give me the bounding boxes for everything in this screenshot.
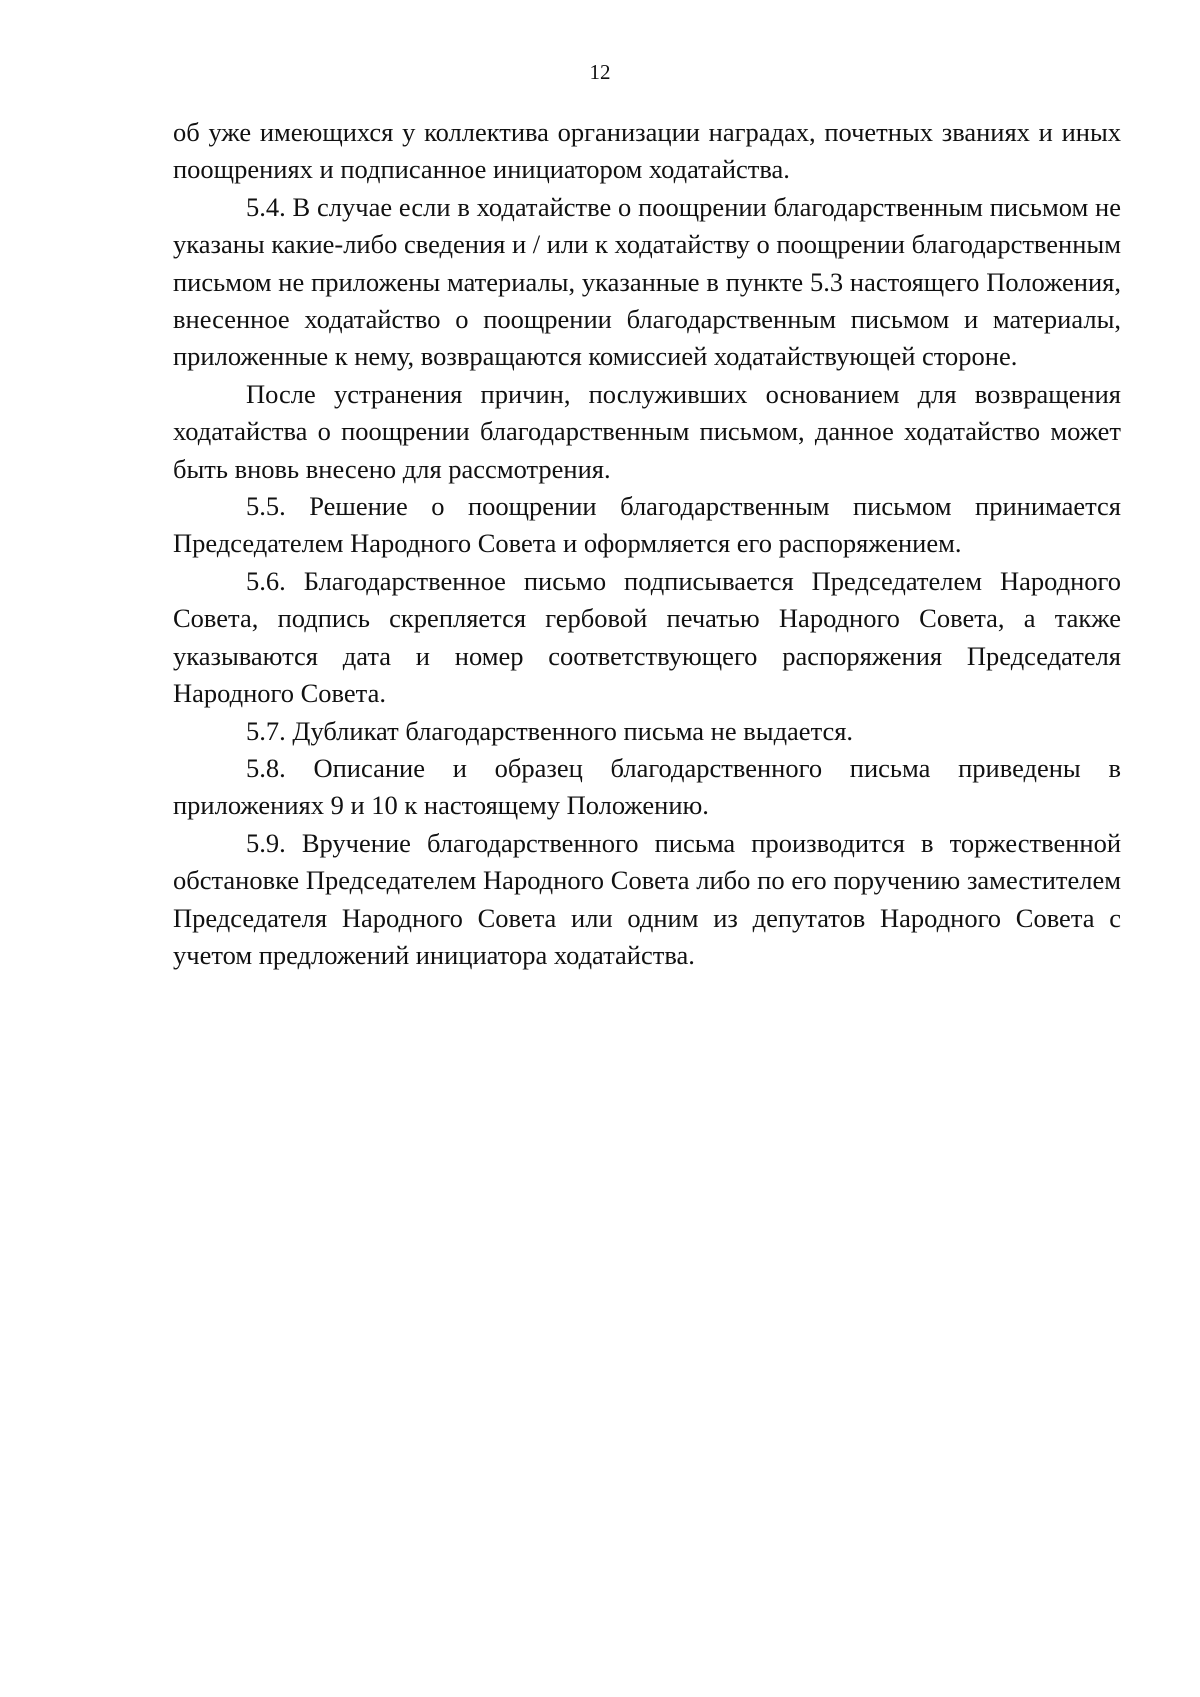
paragraph-5-4: 5.4. В случае если в ходатайстве о поощрении благодарственным письмом не указаны какие-либо сведения и / или к ходатайству о поощрении благодарственным письмом не приложены материалы, указанные в пункте 5.3 настоящего Положения, внесенное ходатайство о поощрении благодарственным письмом и материалы, приложенные к нему, возвращаются комиссией ходатайствующей стороне.	[173, 191, 1121, 372]
paragraph-5-9: 5.9. Вручение благодарственного письма производится в торжественной обстановке Председателем Народного Совета либо по его поручению заместителем Председателя Народного Совета или одним из депутатов Народного Совета с учетом предложений инициатора ходатайства.	[173, 827, 1121, 970]
page-number: 12	[589, 60, 611, 84]
paragraph-after-removal: После устранения причин, послуживших основанием для возвращения ходатайства о поощрении благодарственным письмом, данное ходатайство может быть вновь внесено для рассмотрения.	[173, 378, 1121, 484]
paragraph-5-8: 5.8. Описание и образец благодарственного письма приведены в приложениях 9 и 10 к настоящему Положению.	[173, 752, 1121, 821]
paragraph-continuation: об уже имеющихся у коллектива организации наградах, почетных званиях и иных поощрениях и подписанное инициатором ходатайства.	[173, 117, 1121, 185]
paragraph-5-6: 5.6. Благодарственное письмо подписывается Председателем Народного Совета, подпись скрепляется гербовой печатью Народного Совета, а также указываются дата и номер соответствующего распоряжения Председателя Народного Совета.	[173, 565, 1121, 709]
paragraph-5-5: 5.5. Решение о поощрении благодарственным письмом принимается Председателем Народного Совета и оформляется его распоряжением.	[173, 491, 1121, 559]
document-body	[173, 114, 1121, 974]
paragraph-5-7: 5.7. Дубликат благодарственного письма не выдается.	[246, 715, 854, 746]
